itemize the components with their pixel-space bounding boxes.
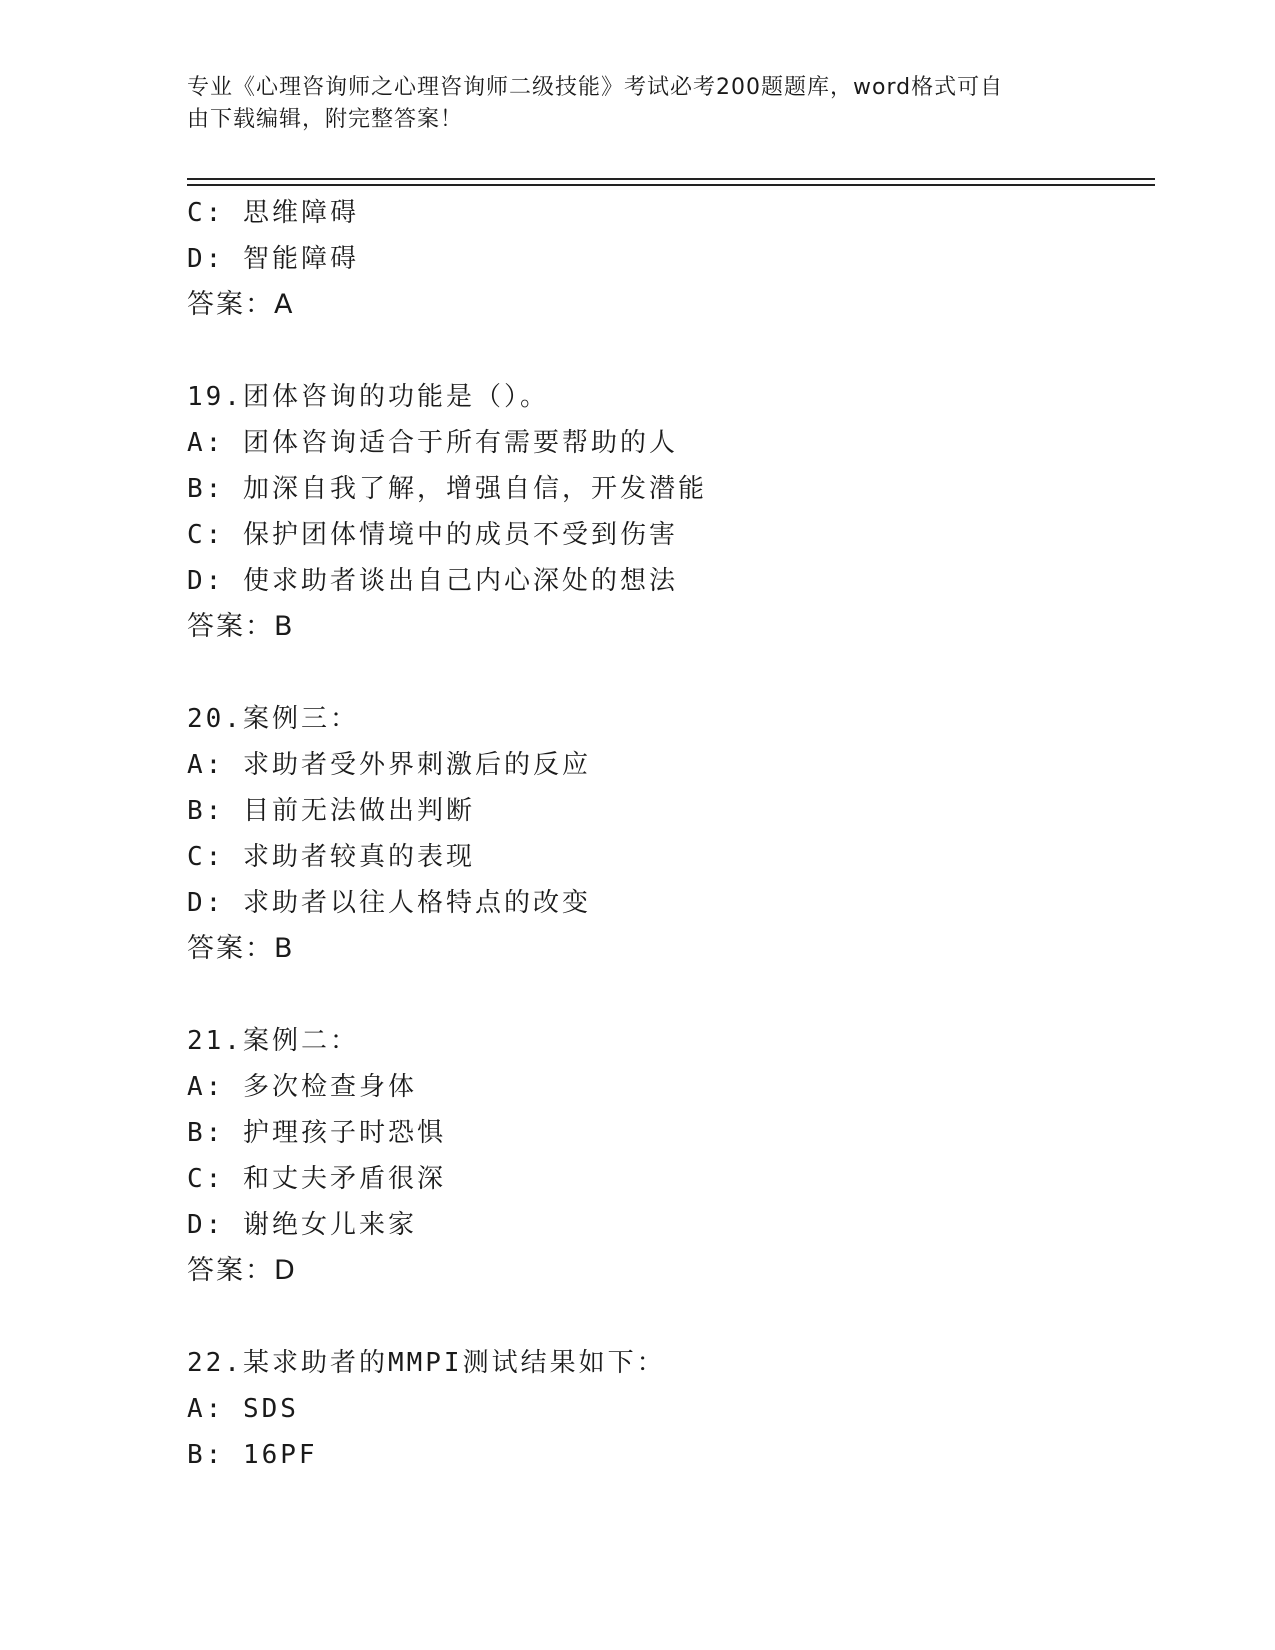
- spacer: [187, 972, 1147, 1018]
- option-a: A: 团体咨询适合于所有需要帮助的人: [187, 428, 678, 458]
- option-c: C: 和丈夫矛盾很深: [187, 1164, 446, 1194]
- header-rule-bottom: [187, 184, 1155, 186]
- spacer: [187, 328, 1147, 374]
- answer-line: 答案：B: [187, 933, 295, 964]
- option-d: D: 使求助者谈出自己内心深处的想法: [187, 566, 678, 596]
- header-line-1: 专业《心理咨询师之心理咨询师二级技能》考试必考200题题库，word格式可自: [187, 75, 1004, 100]
- spacer: [187, 650, 1147, 696]
- question-text: 22.某求助者的MMPI测试结果如下：: [187, 1348, 666, 1378]
- answer-line: 答案：A: [187, 289, 295, 320]
- question-text: 21.案例二：: [187, 1026, 359, 1056]
- option-b: B: 护理孩子时恐惧: [187, 1118, 446, 1148]
- question-block-19: [187, 374, 1147, 650]
- option-b: B: 目前无法做出判断: [187, 796, 475, 826]
- answer-line: 答案：B: [187, 611, 295, 642]
- answer-line: 答案：D: [187, 1255, 297, 1286]
- option-d: D: 智能障碍: [187, 244, 359, 274]
- question-block-20: [187, 696, 1147, 972]
- question-text: 20.案例三：: [187, 704, 359, 734]
- document-header: [187, 72, 1087, 136]
- option-a: A: 求助者受外界刺激后的反应: [187, 750, 591, 780]
- spacer: [187, 1294, 1147, 1340]
- option-d: D: 谢绝女儿来家: [187, 1210, 417, 1240]
- question-block-21: [187, 1018, 1147, 1294]
- document-body: [187, 190, 1147, 1478]
- option-b: B: 加深自我了解，增强自信，开发潜能: [187, 474, 707, 504]
- header-rule-top: [187, 178, 1155, 180]
- option-a: A: 多次检查身体: [187, 1072, 417, 1102]
- option-c: C: 思维障碍: [187, 198, 359, 228]
- option-d: D: 求助者以往人格特点的改变: [187, 888, 591, 918]
- question-text: 19.团体咨询的功能是（）。: [187, 382, 549, 412]
- question-block-18: [187, 190, 1147, 328]
- header-line-2: 由下载编辑，附完整答案！: [187, 107, 464, 132]
- option-a: A: SDS: [187, 1394, 299, 1424]
- option-c: C: 求助者较真的表现: [187, 842, 475, 872]
- option-b: B: 16PF: [187, 1440, 318, 1470]
- option-c: C: 保护团体情境中的成员不受到伤害: [187, 520, 678, 550]
- question-block-22: [187, 1340, 1147, 1478]
